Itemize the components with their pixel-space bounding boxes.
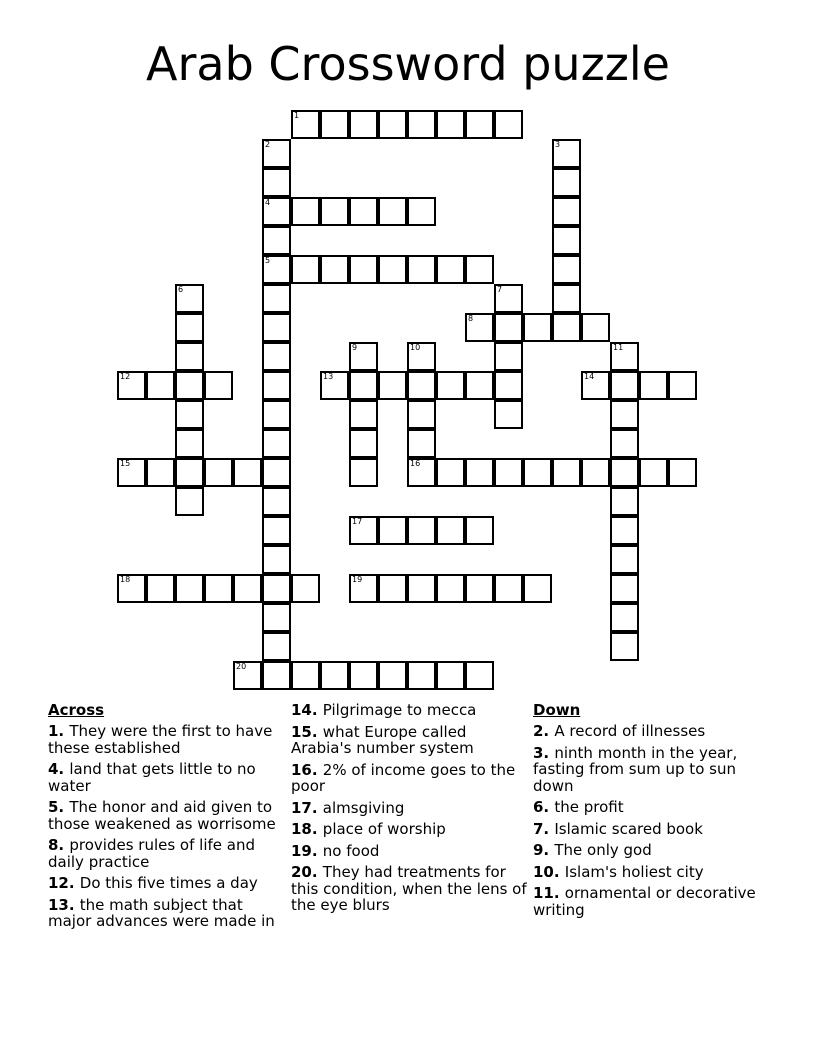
cell-number: 19 <box>352 575 363 584</box>
grid-cell[interactable] <box>320 371 349 400</box>
clue-number: 8. <box>48 836 70 854</box>
grid-cell[interactable] <box>117 574 146 603</box>
cell-number: 3 <box>555 140 561 149</box>
grid-cell[interactable] <box>262 632 291 661</box>
grid-cell[interactable] <box>262 487 291 516</box>
across-clue <box>291 702 531 719</box>
grid-cell[interactable] <box>407 574 436 603</box>
grid-cell[interactable] <box>407 342 436 371</box>
across-clue <box>291 724 531 757</box>
cell-number: 17 <box>352 517 363 526</box>
grid-cell[interactable] <box>349 197 378 226</box>
clue-text: ornamental or decorative writing <box>533 884 756 919</box>
cell-number: 7 <box>497 285 503 294</box>
clue-number: 4. <box>48 760 70 778</box>
cell-number: 13 <box>323 372 334 381</box>
grid-cell[interactable] <box>262 342 291 371</box>
grid-cell[interactable] <box>349 574 378 603</box>
clue-number: 11. <box>533 884 565 902</box>
grid-cell[interactable] <box>465 371 494 400</box>
grid-cell[interactable] <box>291 255 320 284</box>
clue-text: The only god <box>554 841 652 859</box>
grid-cell[interactable] <box>436 255 465 284</box>
grid-cell[interactable] <box>494 342 523 371</box>
grid-cell[interactable] <box>349 371 378 400</box>
grid-cell[interactable] <box>378 516 407 545</box>
grid-cell[interactable] <box>494 400 523 429</box>
grid-cell[interactable] <box>117 371 146 400</box>
grid-cell[interactable] <box>436 661 465 690</box>
clue-text: place of worship <box>322 820 446 838</box>
across-heading: Across <box>48 701 105 719</box>
grid-cell[interactable] <box>436 110 465 139</box>
across-clue <box>48 723 288 756</box>
grid-cell[interactable] <box>494 371 523 400</box>
grid-cell[interactable] <box>378 255 407 284</box>
grid-cell[interactable] <box>610 574 639 603</box>
clue-text: the profit <box>554 798 624 816</box>
grid-cell[interactable] <box>175 429 204 458</box>
clue-number: 1. <box>48 722 70 740</box>
grid-cell[interactable] <box>552 139 581 168</box>
cell-number: 18 <box>120 575 131 584</box>
across-clue <box>291 762 531 795</box>
clue-number: 20. <box>291 863 323 881</box>
clue-text: almsgiving <box>322 798 405 817</box>
grid-cell[interactable] <box>349 342 378 371</box>
clue-text: what Europe called Arabia's number system <box>291 722 474 757</box>
grid-cell[interactable] <box>175 458 204 487</box>
down-heading: Down <box>533 701 581 719</box>
grid-cell[interactable] <box>175 371 204 400</box>
grid-cell[interactable] <box>523 574 552 603</box>
down-clue <box>533 799 773 816</box>
grid-cell[interactable] <box>204 574 233 603</box>
cell-number: 2 <box>265 140 271 149</box>
across-clue <box>291 843 531 860</box>
clue-text: The honor and aid given to those weakened as worrisome <box>48 798 276 833</box>
grid-cell[interactable] <box>465 313 494 342</box>
grid-cell[interactable] <box>407 516 436 545</box>
clue-number: 13. <box>48 895 80 914</box>
grid-cell[interactable] <box>175 574 204 603</box>
grid-cell[interactable] <box>146 574 175 603</box>
grid-cell[interactable] <box>233 574 262 603</box>
grid-cell[interactable] <box>436 371 465 400</box>
grid-cell[interactable] <box>639 458 668 487</box>
grid-cell[interactable] <box>407 661 436 690</box>
grid-cell[interactable] <box>291 574 320 603</box>
cell-number: 9 <box>352 343 358 352</box>
clue-number: 6. <box>533 798 555 816</box>
grid-cell[interactable] <box>610 516 639 545</box>
cell-number: 11 <box>613 343 624 352</box>
grid-cell[interactable] <box>291 197 320 226</box>
grid-cell[interactable] <box>320 110 349 139</box>
grid-cell[interactable] <box>175 284 204 313</box>
grid-cell[interactable] <box>581 313 610 342</box>
grid-cell[interactable] <box>378 110 407 139</box>
grid-cell[interactable] <box>552 168 581 197</box>
grid-cell[interactable] <box>407 429 436 458</box>
grid-cell[interactable] <box>465 661 494 690</box>
grid-cell[interactable] <box>436 574 465 603</box>
grid-cell[interactable] <box>552 313 581 342</box>
clue-number: 17. <box>291 798 323 817</box>
cell-number: 16 <box>410 459 421 468</box>
grid-cell[interactable] <box>262 400 291 429</box>
grid-cell[interactable] <box>262 458 291 487</box>
grid-cell[interactable] <box>175 313 204 342</box>
grid-cell[interactable] <box>320 255 349 284</box>
grid-cell[interactable] <box>639 371 668 400</box>
grid-cell[interactable] <box>610 342 639 371</box>
grid-cell[interactable] <box>494 110 523 139</box>
across-clue <box>291 800 531 817</box>
grid-cell[interactable] <box>610 400 639 429</box>
grid-cell[interactable] <box>262 139 291 168</box>
across-clues-column-1 <box>48 702 288 935</box>
clue-text: provides rules of life and daily practice <box>48 836 255 871</box>
cell-number: 1 <box>294 111 300 120</box>
grid-cell[interactable] <box>494 458 523 487</box>
grid-cell[interactable] <box>233 458 262 487</box>
grid-cell[interactable] <box>552 284 581 313</box>
down-clues-column <box>533 702 773 923</box>
grid-cell[interactable] <box>610 371 639 400</box>
cell-number: 6 <box>178 285 184 294</box>
grid-cell[interactable] <box>349 458 378 487</box>
grid-cell[interactable] <box>494 284 523 313</box>
across-clue <box>291 821 531 838</box>
grid-cell[interactable] <box>407 197 436 226</box>
grid-cell[interactable] <box>146 458 175 487</box>
grid-cell[interactable] <box>262 226 291 255</box>
grid-cell[interactable] <box>668 371 697 400</box>
clue-number: 18. <box>291 820 323 838</box>
clue-text: They were the first to have these established <box>48 722 273 757</box>
grid-cell[interactable] <box>436 516 465 545</box>
clue-number: 7. <box>533 819 555 838</box>
clue-text: Do this five times a day <box>79 874 258 892</box>
down-clue <box>533 821 773 838</box>
cell-number: 20 <box>236 662 247 671</box>
clue-number: 19. <box>291 841 323 860</box>
clue-text: no food <box>322 841 380 860</box>
clue-text: Islamic scared book <box>554 819 703 838</box>
down-clue <box>533 885 773 918</box>
grid-cell[interactable] <box>552 197 581 226</box>
grid-cell[interactable] <box>552 458 581 487</box>
grid-cell[interactable] <box>407 110 436 139</box>
grid-cell[interactable] <box>610 458 639 487</box>
cell-number: 4 <box>265 198 271 207</box>
grid-cell[interactable] <box>262 255 291 284</box>
grid-cell[interactable] <box>610 632 639 661</box>
grid-cell[interactable] <box>581 371 610 400</box>
clue-number: 9. <box>533 841 555 859</box>
grid-cell[interactable] <box>465 516 494 545</box>
grid-cell[interactable] <box>291 661 320 690</box>
grid-cell[interactable] <box>349 516 378 545</box>
cell-number: 14 <box>584 372 595 381</box>
grid-cell[interactable] <box>262 545 291 574</box>
across-clues-column-2 <box>291 702 531 919</box>
clue-text: 2% of income goes to the poor <box>291 760 516 795</box>
grid-cell[interactable] <box>378 661 407 690</box>
grid-cell[interactable] <box>378 371 407 400</box>
grid-cell[interactable] <box>320 661 349 690</box>
grid-cell[interactable] <box>175 487 204 516</box>
across-clue <box>48 761 288 794</box>
grid-cell[interactable] <box>349 255 378 284</box>
cell-number: 10 <box>410 343 421 352</box>
grid-cell[interactable] <box>552 255 581 284</box>
grid-cell[interactable] <box>378 197 407 226</box>
grid-cell[interactable] <box>407 255 436 284</box>
down-clue <box>533 745 773 795</box>
grid-cell[interactable] <box>552 226 581 255</box>
grid-cell[interactable] <box>175 400 204 429</box>
grid-cell[interactable] <box>378 574 407 603</box>
grid-cell[interactable] <box>523 313 552 342</box>
grid-cell[interactable] <box>262 313 291 342</box>
clue-text: the math subject that major advances were made in <box>48 895 275 930</box>
clue-number: 10. <box>533 862 565 881</box>
grid-cell[interactable] <box>494 313 523 342</box>
grid-cell[interactable] <box>407 400 436 429</box>
grid-cell[interactable] <box>204 458 233 487</box>
grid-cell[interactable] <box>349 110 378 139</box>
cell-number: 15 <box>120 459 131 468</box>
grid-cell[interactable] <box>465 458 494 487</box>
clue-number: 2. <box>533 722 555 740</box>
clue-number: 12. <box>48 874 80 892</box>
grid-cell[interactable] <box>436 458 465 487</box>
grid-cell[interactable] <box>349 661 378 690</box>
grid-cell[interactable] <box>610 429 639 458</box>
grid-cell[interactable] <box>146 371 175 400</box>
grid-cell[interactable] <box>407 371 436 400</box>
clue-number: 5. <box>48 798 70 816</box>
grid-cell[interactable] <box>523 458 552 487</box>
grid-cell[interactable] <box>581 458 610 487</box>
grid-cell[interactable] <box>320 197 349 226</box>
grid-cell[interactable] <box>262 371 291 400</box>
clue-number: 14. <box>291 701 323 719</box>
grid-cell[interactable] <box>262 168 291 197</box>
clue-text: A record of illnesses <box>554 722 706 740</box>
across-clue <box>48 799 288 832</box>
grid-cell[interactable] <box>117 458 146 487</box>
grid-cell[interactable] <box>494 574 523 603</box>
across-clue <box>48 837 288 870</box>
grid-cell[interactable] <box>465 255 494 284</box>
cell-number: 12 <box>120 372 131 381</box>
grid-cell[interactable] <box>465 574 494 603</box>
across-clue <box>291 864 531 914</box>
grid-cell[interactable] <box>610 603 639 632</box>
grid-cell[interactable] <box>175 342 204 371</box>
grid-cell[interactable] <box>262 284 291 313</box>
grid-cell[interactable] <box>668 458 697 487</box>
cell-number: 5 <box>265 256 271 265</box>
grid-cell[interactable] <box>349 429 378 458</box>
grid-cell[interactable] <box>610 487 639 516</box>
down-clue <box>533 723 773 740</box>
across-clue <box>48 897 288 930</box>
grid-cell[interactable] <box>204 371 233 400</box>
down-clue <box>533 864 773 881</box>
clue-number: 16. <box>291 760 323 779</box>
clue-text: land that gets little to no water <box>48 760 256 795</box>
grid-cell[interactable] <box>262 197 291 226</box>
down-clue <box>533 842 773 859</box>
grid-cell[interactable] <box>262 603 291 632</box>
clue-text: Pilgrimage to mecca <box>322 701 477 719</box>
cell-number: 8 <box>468 314 474 323</box>
grid-cell[interactable] <box>610 545 639 574</box>
grid-cell[interactable] <box>262 574 291 603</box>
grid-cell[interactable] <box>262 516 291 545</box>
page-title: Arab Crossword puzzle <box>146 37 670 91</box>
across-clue <box>48 875 288 892</box>
clue-text: They had treatments for this condition, when the lens of the eye blurs <box>291 863 527 914</box>
grid-cell[interactable] <box>465 110 494 139</box>
grid-cell[interactable] <box>349 400 378 429</box>
grid-cell[interactable] <box>407 458 436 487</box>
clue-text: Islam's holiest city <box>564 862 704 881</box>
grid-cell[interactable] <box>262 661 291 690</box>
clue-text: ninth month in the year, fasting from sum up to sun down <box>533 743 738 795</box>
clue-number: 15. <box>291 722 323 741</box>
grid-cell[interactable] <box>262 429 291 458</box>
grid-cell[interactable] <box>233 661 262 690</box>
grid-cell[interactable] <box>291 110 320 139</box>
clue-number: 3. <box>533 743 555 762</box>
